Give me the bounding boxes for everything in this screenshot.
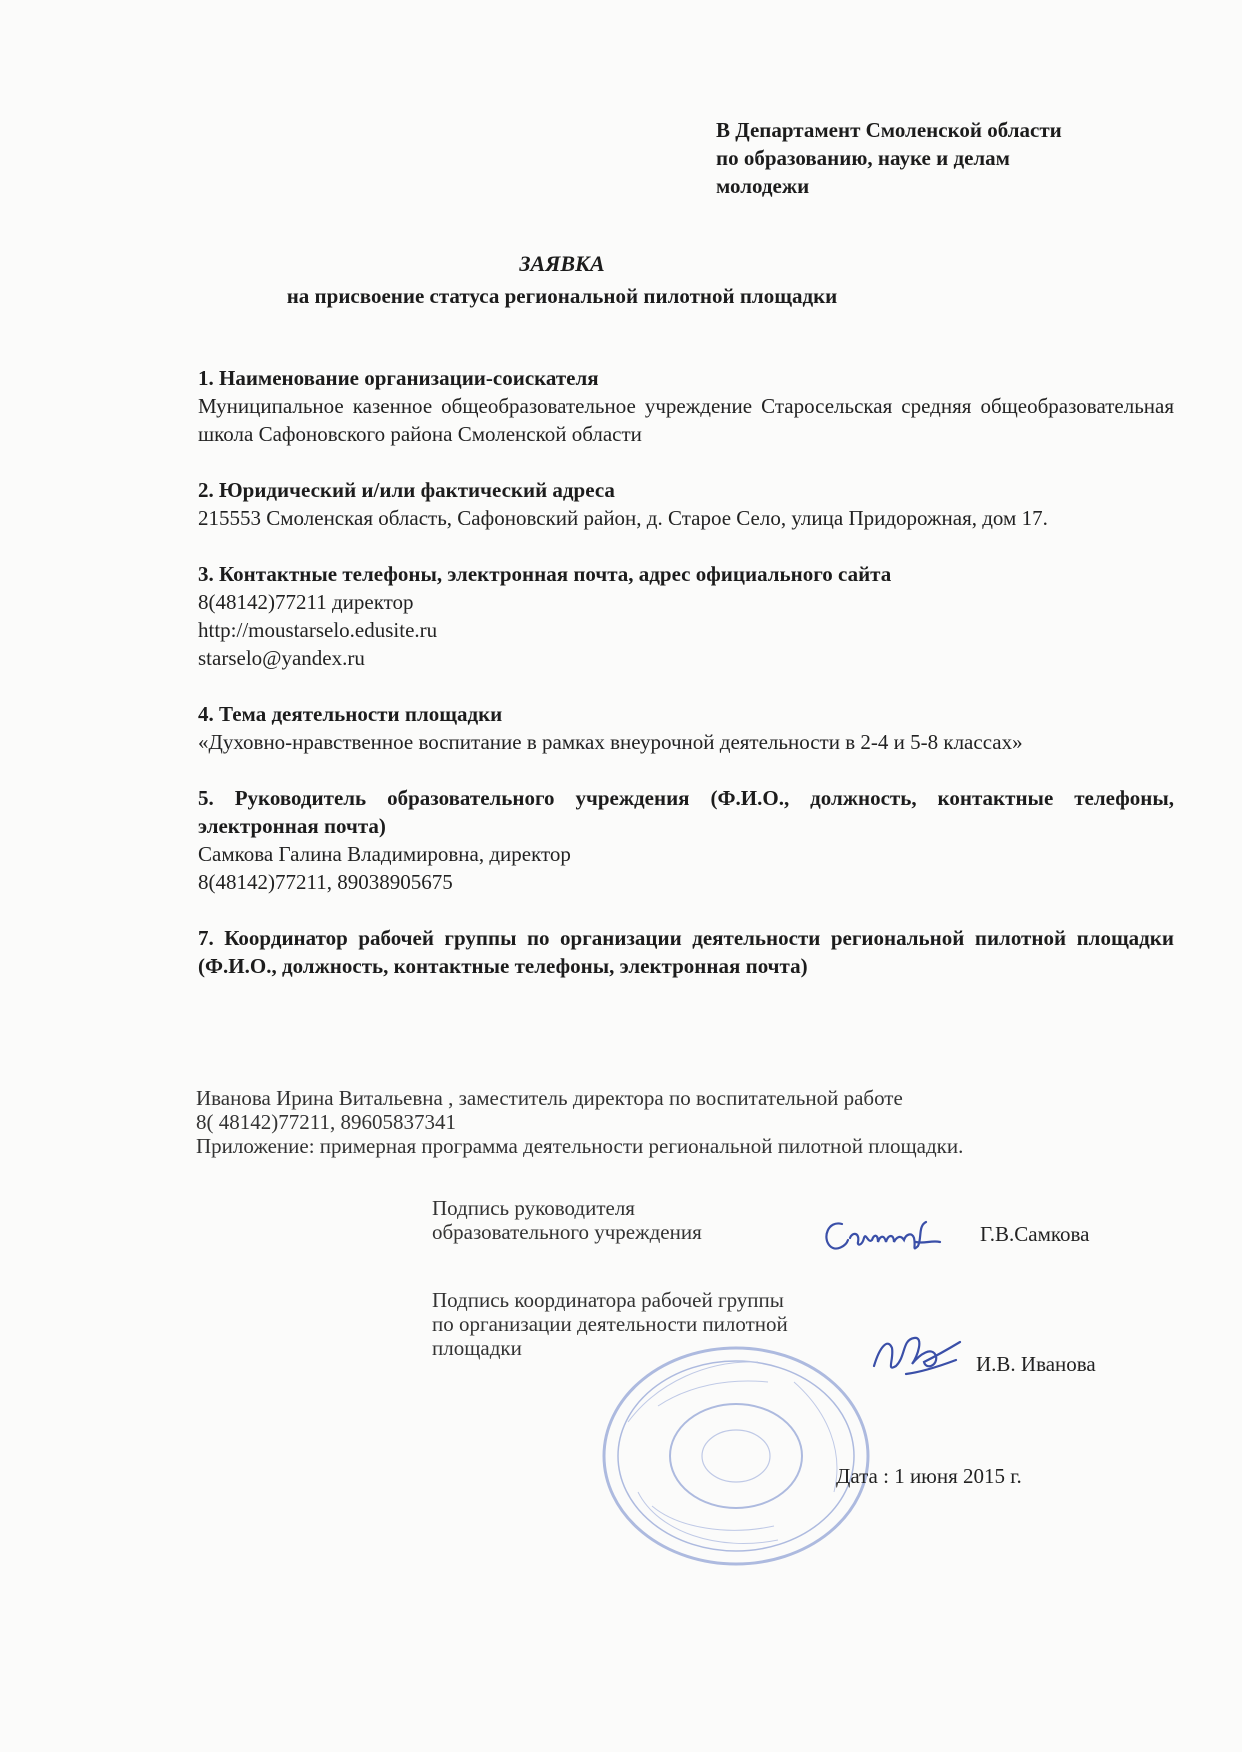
official-stamp-seal: [598, 1342, 874, 1570]
document-title: ЗАЯВКА: [519, 251, 605, 276]
addressee-block: [716, 116, 1136, 200]
coordinator-phones: 8( 48142)77211, 89605837341: [196, 1110, 456, 1134]
head-handwritten-signature: [820, 1212, 946, 1262]
document-subtitle: на присвоение статуса региональной пилотной площадки: [286, 284, 838, 308]
head-signature-name: Г.В.Самкова: [980, 1222, 1090, 1246]
head-name: Самкова Галина Владимировна, директор: [198, 842, 571, 866]
coordinator-details: [196, 1086, 1186, 1158]
head-phones: 8(48142)77211, 89038905675: [198, 870, 453, 894]
signature-label-line: по организации деятельности пилотной: [432, 1312, 788, 1336]
section-head: [198, 784, 1174, 896]
coordinator-name: Иванова Ирина Витальевна , заместитель директора по воспитательной работе: [196, 1086, 903, 1110]
addressee-line: В Департамент Смоленской области: [716, 118, 1062, 142]
contact-website: http://moustarselo.edusite.ru: [198, 618, 438, 642]
section-text: «Духовно-нравственное воспитание в рамках внеурочной деятельности в 2-4 и 5-8 классах»: [198, 730, 1023, 754]
signature-label-line: Подпись координатора рабочей группы: [432, 1288, 784, 1312]
document-body: [198, 364, 1174, 1008]
signature-label-line: образовательного учреждения: [432, 1220, 702, 1244]
section-text: Муниципальное казенное общеобразовательное учреждение Старосельская средняя общеобразовательная школа Сафоновского района Смоленской области: [198, 394, 1174, 446]
section-heading: 1. Наименование организации-соискателя: [198, 366, 599, 390]
contact-email: starselo@yandex.ru: [198, 646, 365, 670]
section-address: [198, 476, 1174, 532]
coordinator-signature-name: И.В. Иванова: [976, 1352, 1096, 1376]
signature-label-line: Подпись руководителя: [432, 1196, 635, 1220]
section-contacts: [198, 560, 1174, 672]
head-signature-label: [432, 1196, 702, 1244]
section-heading: 7. Координатор рабочей группы по организации деятельности региональной пилотной площадки (Ф.И.О., должность, контактные телефоны, электронная почта): [198, 926, 1174, 978]
section-organization-name: [198, 364, 1174, 448]
section-topic: [198, 700, 1174, 756]
contact-phone: 8(48142)77211 директор: [198, 590, 414, 614]
section-heading: 2. Юридический и/или фактический адреса: [198, 478, 615, 502]
coordinator-handwritten-signature: [866, 1326, 966, 1386]
appendix-note: Приложение: примерная программа деятельности региональной пилотной площадки.: [196, 1134, 964, 1158]
addressee-line: по образованию, науке и делам: [716, 146, 1010, 170]
section-heading: 3. Контактные телефоны, электронная почта, адрес официального сайта: [198, 562, 892, 586]
document-date: Дата : 1 июня 2015 г.: [836, 1464, 1022, 1488]
section-coordinator: [198, 924, 1174, 980]
signature-label-line: площадки: [432, 1336, 522, 1360]
section-heading: 5. Руководитель образовательного учреждения (Ф.И.О., должность, контактные телефоны, электронная почта): [198, 786, 1174, 838]
section-text: 215553 Смоленская область, Сафоновский район, д. Старое Село, улица Придорожная, дом 17.: [198, 506, 1048, 530]
section-heading: 4. Тема деятельности площадки: [198, 702, 503, 726]
addressee-line: молодежи: [716, 174, 810, 198]
